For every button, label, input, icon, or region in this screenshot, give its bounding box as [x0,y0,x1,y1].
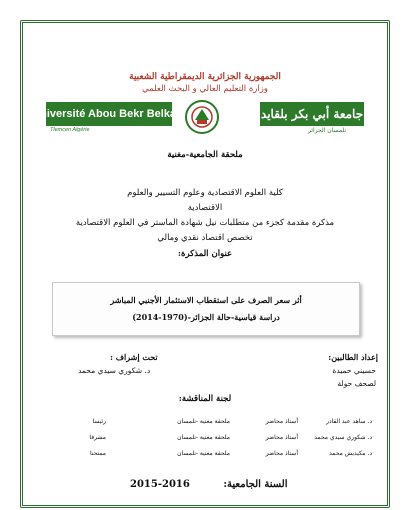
committee-name: د. مكيديش محمد [329,450,372,457]
committee-institution: ملحقة مغنية -تلمسان [177,434,230,441]
committee-rank: أستاذ محاضر [265,434,298,441]
faculty-name: كلية العلوم الاقتصادية وعلوم التسيير والعلوم [127,188,283,198]
committee-label: لجنة المناقشة: [178,394,232,404]
student-name: حسيني حميدة [332,366,376,375]
committee-role: مشرفا [89,434,106,441]
memo-description: مذكرة مقدمة كجزء من متطلبات نيل شهادة الماستر في العلوم الاقتصادية [75,218,335,228]
committee-rank: أستاذ محاضر [265,450,298,457]
committee-name: د. شكوري سيدي محمد [314,434,372,441]
committee-role: رئيسا [92,418,106,425]
university-emblem-icon [180,98,224,136]
thesis-title-line2: دراسة قياسية-حالة الجزائر-(1970-2014) [132,312,280,322]
faculty-name-continued: الاقتصادية [187,203,223,213]
thesis-title-box [52,282,360,336]
prepared-by-label: إعداد الطالبين: [328,352,378,362]
committee-role: ممتحنا [89,450,106,457]
university-name-fr: Université Abou Bekr Belkaid [46,102,172,126]
university-location-fr: Tlemcen Algérie [50,127,90,133]
committee-rank: أستاذ محاضر [265,418,298,425]
academic-year-value: 2015-2016 [130,479,190,490]
committee-name: د. ساهد عبد القادر [326,418,372,425]
thesis-title-line1: أثر سعر الصرف على استقطاب الاستثمار الأجنبي المباشر [110,295,302,305]
committee-institution: ملحقة مغنية -تلمسان [177,418,230,425]
academic-year [130,479,288,490]
university-location-ar: تلمسان الجزائر [308,127,346,134]
republic-heading: الجمهورية الجزائرية الديمقراطية الشعبية [129,72,281,82]
supervision-label: تحت إشراف : [110,352,158,362]
annex-name: ملحقة الجامعية-مغنية [167,150,243,160]
academic-year-label: السنة الجامعية: [223,479,288,490]
ministry-heading: وزارة التعليم العالي و البحث العلمي [142,84,268,94]
title-label: عنوان المذكرة: [177,249,233,259]
student-name: لصحف حولة [337,379,376,388]
specialty: تخصص اقتصاد نقدي ومالي [157,233,253,243]
university-banner [32,98,364,138]
committee-institution: ملحقة مغنية -تلمسان [177,450,230,457]
university-name-ar: جامعة أبي بكر بلقايد [260,102,364,126]
supervisor-name: د. شكوري سيدي محمد [78,366,151,375]
